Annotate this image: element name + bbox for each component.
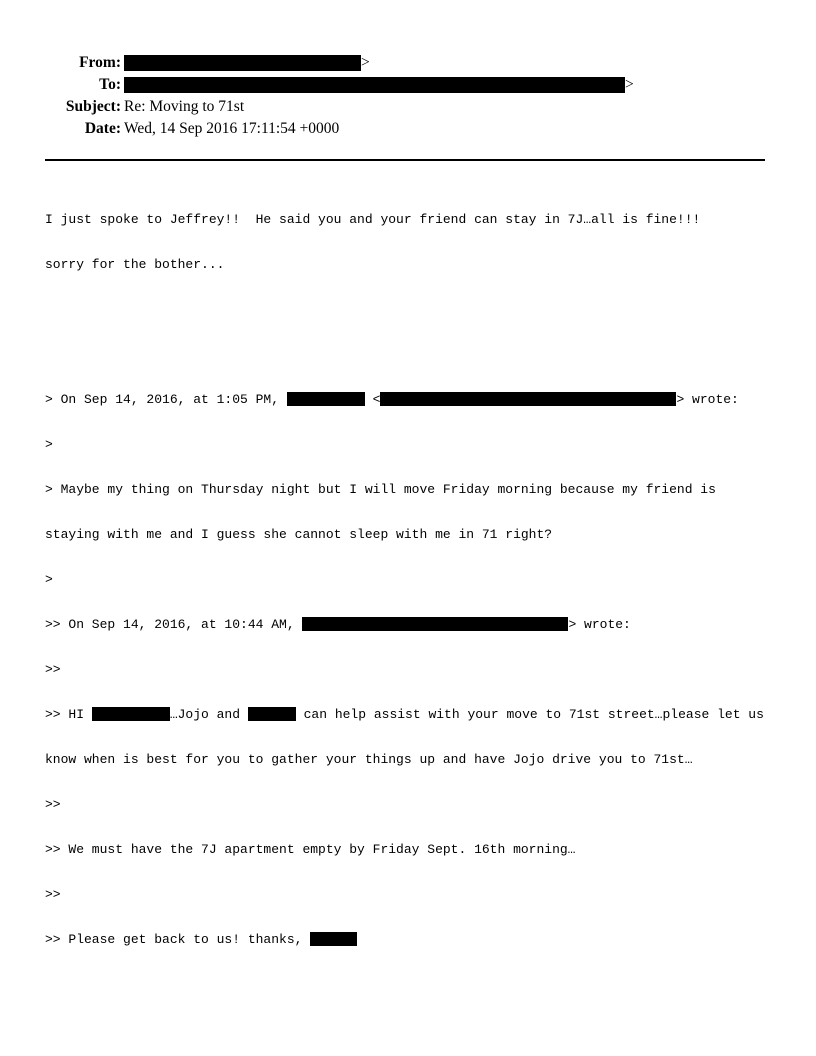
header-divider [45,159,765,161]
date-value: Wed, 14 Sep 2016 17:11:54 +0000 [124,120,340,137]
quote-text: can help assist with your move to 71st street…please let us [295,707,764,722]
to-value [124,74,634,96]
redaction-block [302,617,568,631]
quote-header-text: < [364,392,381,407]
quote-header-text: >> On Sep 14, 2016, at 10:44 AM, [45,617,303,632]
from-label: From: [79,54,121,71]
quote-text: …Jojo and [169,707,248,722]
blank-line [45,302,764,317]
redaction-block [310,932,357,946]
body-line: sorry for the bother... [45,257,225,272]
body-line: I just spoke to Jeffrey!! He said you and your friend can stay in 7J…all is fine!!! [45,212,701,227]
subject-label: Subject: [65,98,121,115]
blank-line [45,347,764,362]
quoted-line: >> [45,797,61,812]
redaction-block [380,392,676,406]
redaction-block [124,55,361,71]
quoted-line: > Maybe my thing on Thursday night but I will move Friday morning because my friend is [45,482,716,497]
from-row [0,52,700,74]
quoted-line: >> [45,887,61,902]
quote-header-text: > On Sep 14, 2016, at 1:05 PM, [45,392,287,407]
quoted-line: > [45,437,53,452]
subject-value: Re: Moving to 71st [124,98,245,115]
to-row [0,74,700,96]
redaction-block [248,707,296,721]
quoted-line: >> [45,662,61,677]
from-value [124,52,370,74]
quoted-line [45,617,764,632]
redaction-block [287,392,365,406]
redaction-block [92,707,170,721]
to-suffix: > [625,76,634,93]
email-body [45,182,764,962]
quote-header-text: > wrote: [676,392,739,407]
quoted-line: staying with me and I guess she cannot sleep with me in 71 right? [45,527,553,542]
quoted-line [45,392,764,407]
date-label: Date: [84,120,121,137]
quote-text: >> Please get back to us! thanks, [45,932,311,947]
from-suffix: > [361,54,370,71]
date-row [0,118,700,140]
quoted-line: > [45,572,53,587]
quoted-line [45,707,764,722]
quoted-line [45,932,764,947]
quoted-line: >> We must have the 7J apartment empty by Friday Sept. 16th morning… [45,842,576,857]
quote-text: >> HI [45,707,92,722]
redaction-block [124,77,625,93]
subject-row [0,96,700,118]
quote-header-text: > wrote: [568,617,631,632]
quoted-line: know when is best for you to gather your things up and have Jojo drive you to 71st… [45,752,693,767]
to-label: To: [99,76,121,93]
